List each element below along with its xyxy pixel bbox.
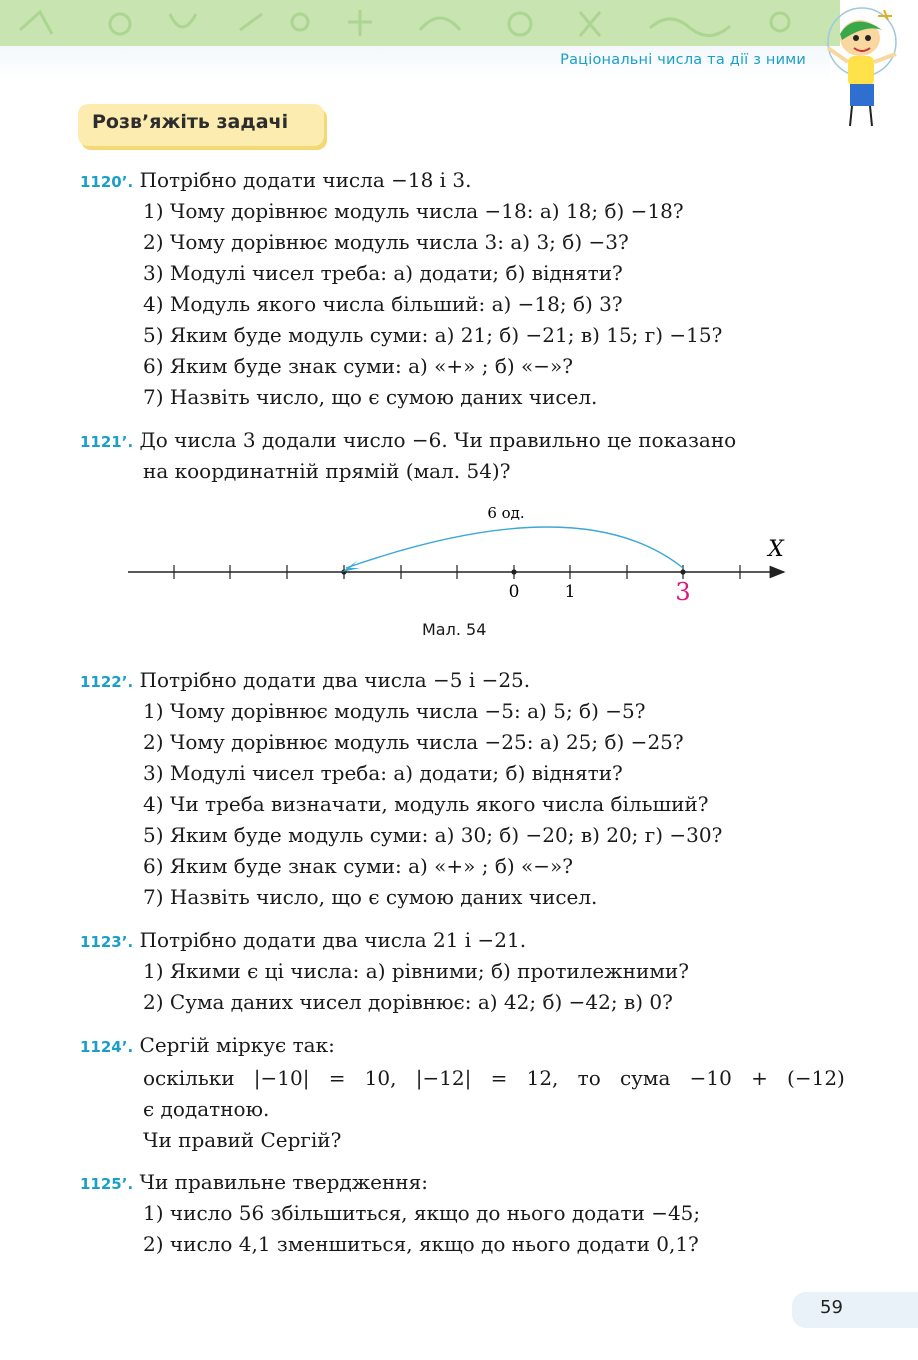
page-number: 59	[820, 1297, 843, 1318]
problem-1122-item-7: 7) Назвіть число, що є сумою даних чисел.	[143, 885, 598, 909]
problem-number-1123: 1123’.	[80, 933, 134, 951]
cartoon-boy-icon	[822, 0, 918, 132]
equals-sign: =	[490, 1066, 508, 1090]
problem-1122-item-6: 6) Яким буде знак суми: а) «+» ; б) «−»?	[143, 854, 573, 878]
number-line-figure	[120, 498, 800, 613]
problem-1123-item-2: 2) Сума даних чисел дорівнює: а) 42; б) −42; в) 0?	[143, 990, 673, 1014]
value: (−12)	[787, 1066, 845, 1090]
task-heading: Розв’яжіть задачі	[92, 111, 289, 133]
problem-1121-head	[80, 426, 736, 456]
problem-1120-item-6: 6) Яким буде знак суми: а) «+» ; б) «−»?	[143, 354, 573, 378]
point-label-three: 3	[675, 578, 691, 606]
problem-1125-text: Чи правильне твердження:	[139, 1170, 428, 1194]
problem-1123-item-1: 1) Якими є ці числа: а) рівними; б) протилежними?	[143, 959, 689, 983]
problem-1124-text: Сергій міркує так:	[139, 1033, 335, 1057]
abs-value: |−12|	[415, 1066, 472, 1090]
task-heading-tag	[78, 104, 324, 146]
problem-1122-head	[80, 666, 530, 696]
problem-1120-item-5: 5) Яким буде модуль суми: а) 21; б) −21; в) 15; г) −15?	[143, 323, 723, 347]
problem-1122-item-4: 4) Чи треба визначати, модуль якого числа більший?	[143, 792, 709, 816]
point-zero	[511, 569, 516, 574]
problem-1122-item-3: 3) Модулі чисел треба: а) додати; б) відняти?	[143, 761, 623, 785]
equals-sign: =	[328, 1066, 346, 1090]
section-title: Раціональні числа та дії з ними	[560, 52, 806, 68]
problem-1124-line-3: є додатною.	[143, 1097, 270, 1121]
problem-1122-item-5: 5) Яким буде модуль суми: а) 30; б) −20; в) 20; г) −30?	[143, 823, 723, 847]
problem-1122-text: Потрібно додати два числа −5 і −25.	[139, 668, 531, 692]
header-doodles-icon	[0, 0, 840, 46]
word: то	[577, 1066, 601, 1090]
problem-1120-item-4: 4) Модуль якого числа більший: а) −18; б) 3?	[143, 292, 623, 316]
problem-1125-item-2: 2) число 4,1 зменшиться, якщо до нього додати 0,1?	[143, 1232, 699, 1256]
problem-1125-item-1: 1) число 56 збільшиться, якщо до нього додати −45;	[143, 1201, 701, 1225]
problem-1123-head	[80, 926, 526, 956]
problem-1120-item-2: 2) Чому дорівнює модуль числа 3: а) 3; б) −3?	[143, 230, 629, 254]
problem-1120-item-1: 1) Чому дорівнює модуль числа −18: а) 18; б) −18?	[143, 199, 684, 223]
header-band	[0, 0, 840, 46]
axis-label: X	[768, 537, 784, 562]
word: сума	[619, 1066, 671, 1090]
problem-1122-item-2: 2) Чому дорівнює модуль числа −25: а) 25; б) −25?	[143, 730, 684, 754]
tick-label-zero: 0	[508, 582, 520, 602]
problem-1124-line-2	[143, 1064, 845, 1092]
abs-value: |−10|	[253, 1066, 310, 1090]
arc-arrowhead-icon	[342, 560, 360, 572]
problem-1121-line-2: на координатній прямій (мал. 54)?	[143, 459, 511, 483]
page-number-tab	[792, 1292, 918, 1328]
word: оскільки	[143, 1066, 235, 1090]
problem-1120-item-7: 7) Назвіть число, що є сумою даних чисел.	[143, 385, 598, 409]
problem-1120-text: Потрібно додати числа −18 і 3.	[139, 168, 472, 192]
tick-label-one: 1	[564, 582, 576, 602]
value: 10,	[364, 1066, 397, 1090]
figure-caption: Мал. 54	[422, 620, 487, 639]
plus-sign: +	[751, 1066, 768, 1090]
problem-number-1120: 1120’.	[80, 173, 134, 191]
problem-1124-line-4: Чи правий Сергій?	[143, 1128, 342, 1152]
problem-1122-item-1: 1) Чому дорівнює модуль числа −5: а) 5; б) −5?	[143, 699, 646, 723]
problem-number-1124: 1124’.	[80, 1038, 134, 1056]
point-three	[680, 569, 685, 574]
value: −10	[689, 1066, 732, 1090]
problem-number-1122: 1122’.	[80, 673, 134, 691]
problem-number-1125: 1125’.	[80, 1175, 134, 1193]
arc-label: 6 од.	[487, 504, 525, 522]
value: 12,	[526, 1066, 559, 1090]
arc-path	[346, 527, 683, 568]
problem-1120-head	[80, 166, 472, 196]
problem-1124-head	[80, 1031, 335, 1061]
problem-1120-item-3: 3) Модулі чисел треба: а) додати; б) відняти?	[143, 261, 623, 285]
problem-1121-line-1: До числа 3 додали число −6. Чи правильно це показано	[139, 428, 737, 452]
problem-number-1121: 1121’.	[80, 433, 134, 451]
problem-1123-text: Потрібно додати два числа 21 і −21.	[139, 928, 527, 952]
problem-1125-head	[80, 1168, 428, 1198]
